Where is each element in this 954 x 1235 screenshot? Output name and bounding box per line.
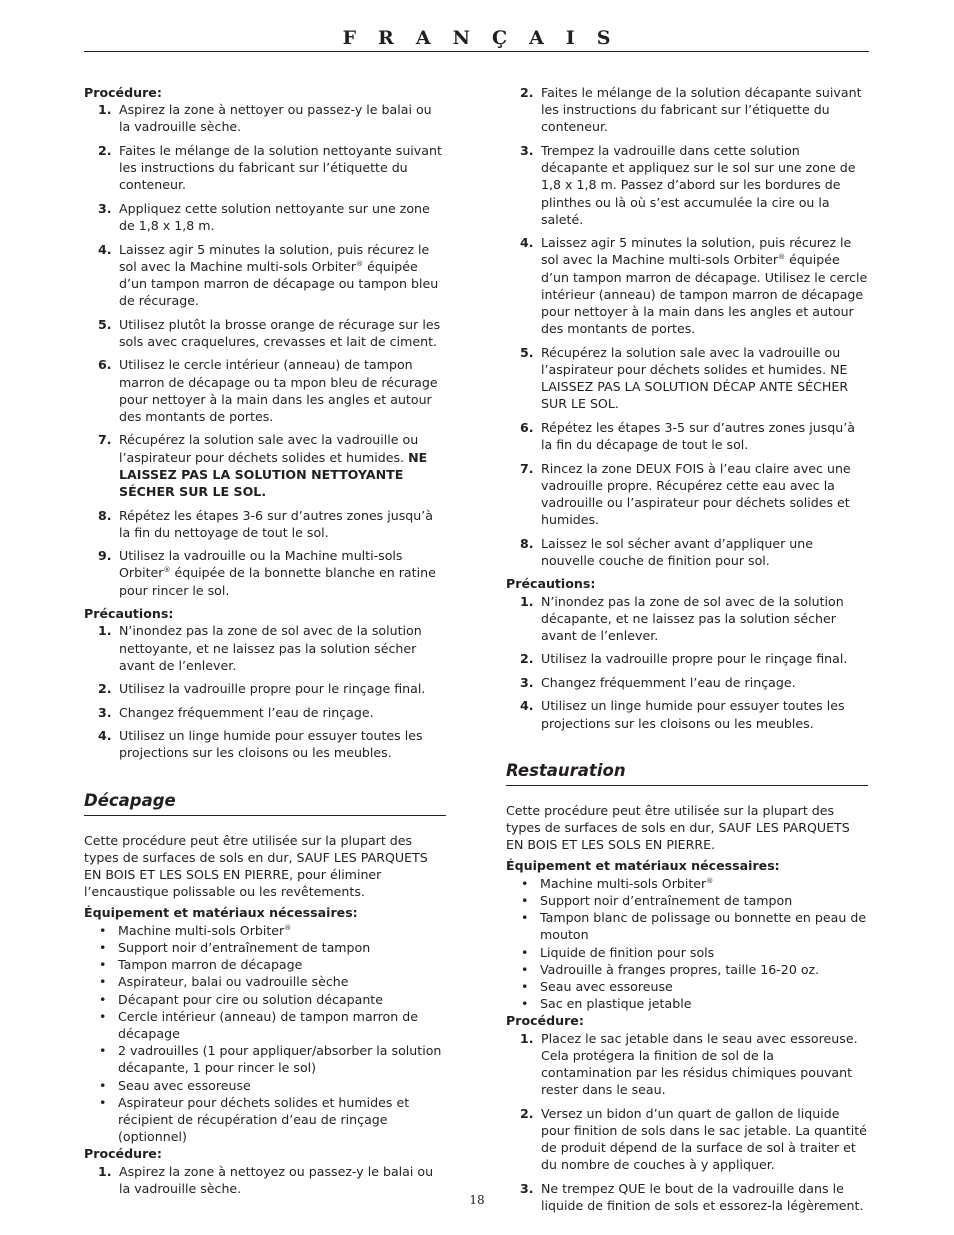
step-text: Laissez agir 5 minutes la solution, puis récurez le sol avec la Machine multi-sols Orbiter® équipée d’un tampon marron de décapage. Utilisez le cercle intérieur (anneau) de tampon marron de décapage pour nettoyer à la main dans les angles et autour des montants de portes. bbox=[541, 235, 868, 337]
right-column bbox=[506, 84, 868, 1220]
step-number: 1. bbox=[98, 1163, 112, 1179]
left-column bbox=[84, 84, 446, 1203]
list-item bbox=[84, 680, 446, 697]
step-number: 1. bbox=[98, 102, 112, 118]
step-text: Laissez le sol sécher avant d’appliquer une nouvelle couche de finition pour sol. bbox=[541, 535, 814, 568]
procedure-label: Procédure: bbox=[506, 1013, 584, 1029]
step-number: 2. bbox=[520, 85, 534, 100]
equipment-label: Équipement et matériaux nécessaires: bbox=[506, 858, 780, 874]
list-item bbox=[506, 460, 868, 529]
step-number: 2. bbox=[98, 681, 112, 697]
step-number: 5. bbox=[98, 316, 112, 332]
list-item bbox=[506, 419, 868, 453]
step-number: 1. bbox=[520, 593, 534, 609]
bullet-item: • Tampon blanc de polissage ou bonnette en peau de mouton bbox=[506, 909, 868, 943]
step-number: 8. bbox=[98, 507, 112, 523]
step-text: Récupérez la solution sale avec la vadrouille ou l’aspirateur pour déchets solides et humides. bbox=[119, 432, 419, 465]
step-number: 7. bbox=[520, 460, 534, 476]
bullet-item: • Aspirateur pour déchets solides et humides et récipient de récupération d’eau de rinçage (optionnel) bbox=[84, 1094, 446, 1146]
decapage-procedure-continued bbox=[506, 84, 868, 569]
step-number: 6. bbox=[520, 419, 534, 435]
decapage-intro: Cette procédure peut être utilisée sur la plupart des types de surfaces de sols en dur, SAUF LES PARQUETS EN BOIS ET LES SOLS EN PIERRE, pour éliminer l’encaustique polissable ou les revêtements. bbox=[84, 832, 428, 900]
step-text: Versez un bidon d’un quart de gallon de liquide pour finition de sols dans le sac jetable. La quantité de produit dépend de la surface de sol à traiter et du nombre de couches à y appliquer. bbox=[541, 1105, 867, 1173]
step-text: Aspirez la zone à nettoyez ou passez-y le balai ou la vadrouille sèche. bbox=[119, 1163, 434, 1196]
list-item bbox=[84, 622, 446, 674]
list-item bbox=[84, 431, 446, 500]
step-text: Faites le mélange de la solution décapante suivant les instructions du fabricant sur l’étiquette du conteneur. bbox=[541, 85, 862, 135]
step-text: Faites le mélange de la solution nettoyante suivant les instructions du fabricant sur l’étiquette du conteneur. bbox=[119, 142, 442, 193]
step-text: Laissez agir 5 minutes la solution, puis récurez le sol avec la Machine multi-sols Orbiter® équipée d’un tampon marron de décapage ou tampon bleu de récurage. bbox=[119, 241, 439, 309]
list-item bbox=[506, 674, 868, 691]
step-number: 3. bbox=[98, 200, 112, 216]
section-title: Décapage bbox=[84, 790, 176, 810]
step-text: Utilisez un linge humide pour essuyer toutes les projections sur les cloisons ou les meubles. bbox=[541, 698, 845, 731]
step-text: Trempez la vadrouille dans cette solution décapante et appliquez sur le sol sur une zone de 1,8 x 1,8 m. Passez d’abord sur les bordures de plinthes ou là où s’est accumulée la cire ou la saleté. bbox=[541, 142, 856, 227]
step-number: 1. bbox=[520, 1030, 534, 1046]
step-text: Utilisez la vadrouille propre pour le rinçage final. bbox=[541, 651, 848, 667]
step-text: Ne trempez QUE le bout de la vadrouille dans le liquide de finition de sols et essorez-la légèrement. bbox=[541, 1180, 864, 1213]
list-item bbox=[84, 142, 446, 194]
step-number: 5. bbox=[520, 344, 534, 360]
bullet-item: • Machine multi-sols Orbiter® bbox=[84, 922, 446, 939]
bullet-item: • Liquide de finition pour sols bbox=[506, 944, 868, 961]
step-text: Utilisez le cercle intérieur (anneau) de tampon marron de décapage ou ta mpon bleu de récurage pour nettoyer à la main dans les angles et autour des montants de portes. bbox=[119, 357, 438, 424]
step-text: Utilisez un linge humide pour essuyer toutes les projections sur les cloisons ou les meubles. bbox=[119, 728, 423, 761]
step-number: 2. bbox=[520, 651, 534, 667]
list-item bbox=[506, 1105, 868, 1174]
step-number: 9. bbox=[98, 548, 112, 564]
bullet-item: • Tampon marron de décapage bbox=[84, 956, 446, 973]
bullet-item: • Machine multi-sols Orbiter® bbox=[506, 875, 868, 892]
list-item bbox=[506, 535, 868, 569]
language-title: FRANÇAIS bbox=[342, 27, 633, 49]
step-number: 6. bbox=[98, 357, 112, 373]
step-text: Rincez la zone DEUX FOIS à l’eau claire avec une vadrouille propre. Récupérez cette eau avec la vadrouille ou l’aspirateur pour déchets solides et humides. bbox=[541, 460, 851, 528]
list-item bbox=[84, 316, 446, 350]
list-item bbox=[84, 356, 446, 425]
decapage-equipment-list bbox=[84, 922, 446, 1146]
list-item bbox=[84, 241, 446, 310]
bullet-item: • Seau avec essoreuse bbox=[506, 978, 868, 995]
page-header bbox=[84, 25, 869, 52]
list-item bbox=[506, 593, 868, 645]
step-number: 4. bbox=[520, 698, 534, 714]
step-number: 3. bbox=[520, 142, 534, 158]
list-item bbox=[506, 1030, 868, 1099]
page-number: 18 bbox=[469, 1193, 485, 1207]
step-number: 3. bbox=[98, 704, 112, 720]
bullet-item: • Support noir d’entraînement de tampon bbox=[506, 892, 868, 909]
section-title: Restauration bbox=[506, 760, 626, 780]
procedure-label: Procédure: bbox=[84, 1146, 162, 1162]
step-number: 4. bbox=[98, 241, 112, 257]
step-text: Placez le sac jetable dans le seau avec essoreuse. Cela protégera la finition de sol de la contamination par les résidus chimiques pouvant rester dans le seau. bbox=[541, 1030, 858, 1098]
bullet-item: • Support noir d’entraînement de tampon bbox=[84, 939, 446, 956]
step-number: 4. bbox=[98, 728, 112, 744]
list-item bbox=[84, 507, 446, 541]
list-item bbox=[84, 101, 446, 135]
step-number: 1. bbox=[98, 623, 112, 639]
step-text: N’inondez pas la zone de sol avec de la solution décapante, et ne laissez pas la solution sécher avant de l’enlever. bbox=[541, 593, 844, 643]
bullet-item: • Sac en plastique jetable bbox=[506, 995, 868, 1012]
step-text: Changez fréquemment l’eau de rinçage. bbox=[119, 704, 374, 720]
bullet-item: • Vadrouille à franges propres, taille 16-20 oz. bbox=[506, 961, 868, 978]
step-text: N’inondez pas la zone de sol avec de la solution nettoyante, et ne laissez pas la solution sécher avant de l’enlever. bbox=[119, 623, 422, 673]
decapage-heading bbox=[84, 790, 446, 816]
step-number: 2. bbox=[98, 142, 112, 158]
step-number: 4. bbox=[520, 235, 534, 251]
bullet-item: • Aspirateur, balai ou vadrouille sèche bbox=[84, 973, 446, 990]
step-text: Changez fréquemment l’eau de rinçage. bbox=[541, 674, 796, 690]
list-item bbox=[84, 547, 446, 599]
restauration-equipment-list bbox=[506, 875, 868, 1013]
list-item bbox=[84, 727, 446, 761]
step-number: 3. bbox=[520, 674, 534, 690]
precautions-label: Précautions: bbox=[84, 606, 174, 622]
step-number: 8. bbox=[520, 535, 534, 551]
list-item bbox=[506, 650, 868, 667]
list-item bbox=[506, 234, 868, 337]
bullet-item: • Seau avec essoreuse bbox=[84, 1077, 446, 1094]
step-text: Répétez les étapes 3-5 sur d’autres zones jusqu’à la fin du décapage de tout le sol. bbox=[541, 419, 855, 453]
restauration-intro: Cette procédure peut être utilisée sur la plupart des types de surfaces de sols en dur, SAUF LES PARQUETS EN BOIS ET LES SOLS EN PIERRE. bbox=[506, 802, 850, 853]
decapage-procedure-list bbox=[84, 1163, 446, 1197]
cleaning-precautions-list bbox=[84, 622, 446, 761]
step-warning: NE LAISSEZ PAS LA SOLUTION NETTOYANTE SÉCHER SUR LE SOL. bbox=[119, 449, 428, 500]
restauration-procedure-list bbox=[506, 1030, 868, 1215]
list-item bbox=[84, 200, 446, 234]
step-number: 3. bbox=[520, 1180, 534, 1196]
equipment-label: Équipement et matériaux nécessaires: bbox=[84, 905, 358, 921]
step-text: Appliquez cette solution nettoyante sur une zone de 1,8 x 1,8 m. bbox=[119, 200, 430, 234]
precautions-label: Précautions: bbox=[506, 576, 596, 592]
decapage-precautions-list bbox=[506, 593, 868, 732]
cleaning-procedure-list bbox=[84, 101, 446, 599]
list-item bbox=[506, 344, 868, 413]
step-text: Récupérez la solution sale avec la vadrouille ou l’aspirateur pour déchets solides et humides. NE LAISSEZ PAS LA SOLUTION DÉCAP ANTE SÉCHER SUR LE SOL. bbox=[541, 344, 849, 412]
step-text: Utilisez la vadrouille ou la Machine multi-sols Orbiter® équipée de la bonnette blanche en ratine pour rincer le sol. bbox=[119, 548, 436, 598]
step-number: 7. bbox=[98, 432, 112, 448]
list-item bbox=[506, 142, 868, 228]
step-text: Utilisez plutôt la brosse orange de récurage sur les sols avec craquelures, crevasses et lait de ciment. bbox=[119, 316, 441, 349]
bullet-item: • Décapant pour cire ou solution décapante bbox=[84, 991, 446, 1008]
list-item bbox=[506, 697, 868, 731]
list-item bbox=[506, 84, 868, 136]
list-item bbox=[84, 704, 446, 721]
list-item bbox=[84, 1163, 446, 1197]
procedure-label: Procédure: bbox=[84, 85, 162, 100]
step-text: Utilisez la vadrouille propre pour le rinçage final. bbox=[119, 681, 426, 697]
step-text: Répétez les étapes 3-6 sur d’autres zones jusqu’à la fin du nettoyage de tout le sol. bbox=[119, 507, 433, 540]
restauration-heading bbox=[506, 760, 868, 786]
bullet-item: • 2 vadrouilles (1 pour appliquer/absorber la solution décapante, 1 pour rincer le sol) bbox=[84, 1042, 446, 1076]
bullet-item: • Cercle intérieur (anneau) de tampon marron de décapage bbox=[84, 1008, 446, 1042]
step-text: Aspirez la zone à nettoyer ou passez-y le balai ou la vadrouille sèche. bbox=[119, 102, 432, 135]
step-number: 2. bbox=[520, 1105, 534, 1121]
